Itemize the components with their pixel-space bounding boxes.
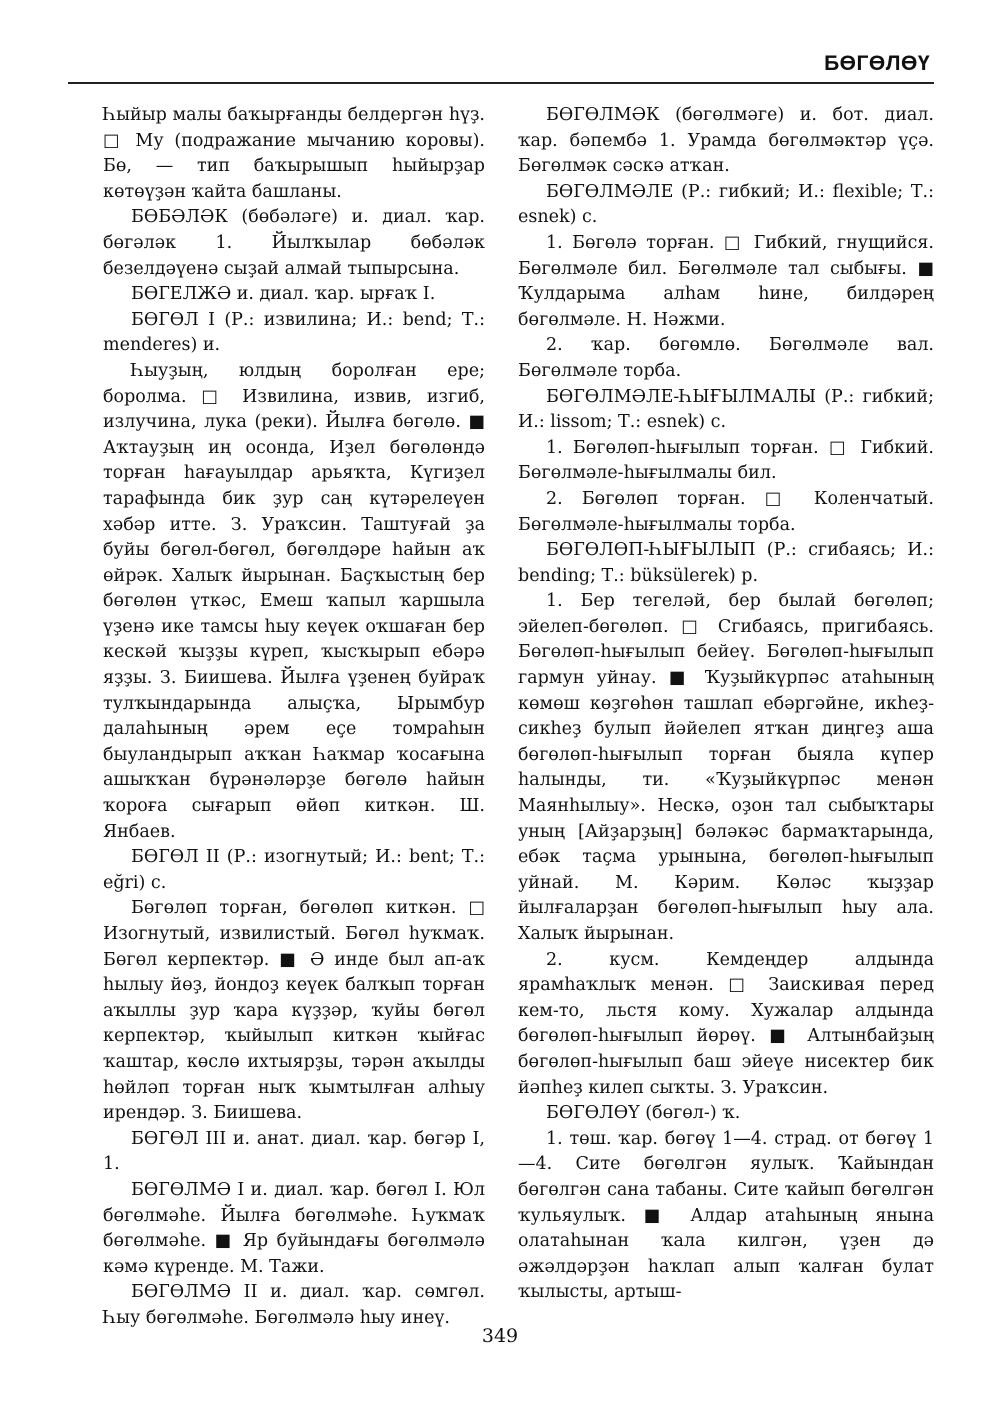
entry-paragraph: БӨГӨЛМӘК (бөгөлмәге) и. бот. диал. ҡар. бәпембә 1. Урамда бөгөлмәктәр үҫә. Бөгөлмәк сәскә атҡан. xyxy=(518,105,934,177)
entry-paragraph: БӨГӨЛӨҮ (бөгөл-) ҡ. xyxy=(546,1103,741,1124)
entry-paragraph: БӨГӨЛМӘЛЕ-ҺЫҒЫЛМАЛЫ (Р.: гибкий; И.: lissom; Т.: esnek) с. xyxy=(518,386,934,433)
entry-paragraph: БӨГӨЛ I (Р.: извилина; И.: bend; Т.: menderes) и. xyxy=(103,309,485,356)
entry-paragraph: 2. ҡар. бөгөмлө. Бөгөлмәле вал. Бөгөлмәле торба. xyxy=(518,335,934,381)
right-column xyxy=(518,103,934,1306)
entry-paragraph: БӨГӨЛӨП-ҺЫҒЫЛЫП (Р.: сгибаясь; И.: bending; Т.: büksülerek) р. xyxy=(518,540,934,586)
entry-paragraph: БӨГӨЛ III и. анат. диал. ҡар. бөгәр I, 1. xyxy=(103,1128,485,1175)
entry-paragraph: 1. Бөгөлөп-һығылып торған. □ Гибкий. Бөгөлмәле-һығылмалы бил. xyxy=(518,437,934,484)
entry-paragraph: БӨГӨЛМӘ II и. диал. ҡар. сөмгөл. Һыу бөгөлмәһе. Бөгөлмәлә һыу инеү. xyxy=(103,1282,485,1328)
entry-paragraph: 2. Бөгөлөп торған. □ Коленчатый. Бөгөлмәле-һығылмалы торба. xyxy=(518,488,934,535)
entry-paragraph: Бөгөлөп торған, бөгөлөп киткән. □ Изогнутый, извилистый. Бөгөл һуҡмаҡ. Бөгөл керпектәр. ■ Ә инде был ап-аҡ һылыу йөҙ, йондоҙ кеүек балҡып торған аҡыллы ҙур ҡара күҙҙәр, ҡуйы бөгөл керпектәр, ҡыйылып киткән ҡыйғас ҡаштар, көслө ихтыярҙы, тәрән аҡылды һөйләп торған ныҡ ҡымтылған алһыу ирендәр. З. Биишева. xyxy=(103,898,485,1124)
page-number: 349 xyxy=(481,1325,519,1347)
entry-paragraph: 2. кусм. Кемдеңдер алдында ярамһаҡлыҡ менән. □ Заискивая перед кем-то, льстя кому. Хужалар алдында бөгөлөп-һығылып йөрөү. ■ Алтынбайҙың бөгөлөп-һығылып баш эйеүе нисектер бик йәпһеҙ килеп сыҡты. З. Ураҡсин. xyxy=(518,949,934,1098)
page-header xyxy=(68,48,934,84)
entry-paragraph: 1. Бөгөлә торған. □ Гибкий, гнущийся. Бөгөлмәле бил. Бөгөлмәле тал сыбығы. ■ Ҡулдарыма алһам һине, билдәрең бөгөлмәле. Н. Нәжми. xyxy=(518,232,934,330)
running-head: БӨГӨЛӨҮ xyxy=(824,52,930,75)
entry-paragraph: БӨГЕЛЖӘ и. диал. ҡар. ырғаҡ I. xyxy=(131,284,436,305)
entry-paragraph: 1. Бер тегеләй, бер былай бөгөлөп; эйелеп-бөгөлөп. □ Сгибаясь, пригибаясь. Бөгөлөп-һығылып бейеү. Бөгөлөп-һығылып гармун уйнау. ■ Ҡуҙыйкүрпәс атаһының көмөш көҙгөһөн ташлап ебәргәйне, икһеҙ-сикһеҙ булып йәйелеп ятҡан диңгеҙ аша бөгөлөп-һығылып торған быяла күпер һалынды, ти. «Ҡуҙыйкүрпәс менән Маянһылыу». Нескә, оҙон тал сыбыҡтары уның [Айҙарҙың] бәләкәс бармаҡтарында, ебәк таҫма урынына, бөгөлөп-һығылып уйнай. М. Кәрим. Көләс ҡыҙҙар йылғаларҙан бөгөлөп-һығылып һыу ала. Халыҡ йырынан. xyxy=(518,591,934,944)
entry-paragraph: 1. төш. ҡар. бөгөү 1—4. страд. от бөгөү 1—4. Сите бөгөлгән яулыҡ. Ҡайындан бөгөлгән сана табаны. Сите ҡайып бөгөлгән ҡульяулыҡ. ■ Алдар атаһының янына олатаһынан ҡала килгән, үҙен дә әжәлдәрҙән һаҡлап алып ҡалған булат ҡылысты, артыш- xyxy=(518,1128,934,1303)
entry-paragraph: Һыйыр малы баҡырғанды белдергән һүҙ. □ Му (подражание мычанию коровы). Бө, — тип баҡырышып һыйырҙар көтөүҙән ҡайта башланы. xyxy=(103,105,485,202)
entry-paragraph: Һыуҙың, юлдың боролған ере; боролма. □ Извилина, извив, изгиб, излучина, лука (реки). Йылға бөгөлө. ■ Аҡтауҙың иң осонда, Иҙел бөгөлөндә торған һағауылдар арьяҡта, Күгиҙел тарафында бик ҙур саң күтәрелеүен хәбәр итте. З. Ураҡсин. Таштуғай ҙа буйы бөгөл-бөгөл, бөгөлдәре һайын аҡ өйрәк. Халыҡ йырынан. Баҫҡыстың бер бөгөлөн үткәс, Емеш ҡапыл ҡаршыла үҙенә ике тамсы һыу кеүек оҡшаған бер кескәй ҡыҙҙы күреп, ҡысҡырып ебәрә яҙҙы. З. Биишева. Йылға үҙенең буйраҡ тулҡындарында алыҫҡа, Ырымбур далаһының әрем еҫе томраһын быуландырып аҡҡан Һаҡмар ҡосағына ашыҡҡан бүрәнәләрҙе бөгөлө һайын ҡороға сығарып өйөп киткән. Ш. Янбаев. xyxy=(103,360,485,842)
entry-paragraph: БӨГӨЛ II (Р.: изогнутый; И.: bent; Т.: eğri) с. xyxy=(103,847,485,893)
entry-paragraph: БӨГӨЛМӘЛЕ (Р.: гибкий; И.: flexible; Т.: esnek) с. xyxy=(518,181,934,228)
entry-paragraph: БӨБӘЛӘК (бөбәләге) и. диал. ҡар. бөгәләк 1. Йылҡылар бөбәләк безелдәүенә сыҙай алмай тыпырсына. xyxy=(103,207,485,279)
left-column xyxy=(103,103,485,1332)
entry-paragraph: БӨГӨЛМӘ I и. диал. ҡар. бөгөл I. Юл бөгөлмәһе. Йылға бөгөлмәһе. Һуҡмаҡ бөгөлмәһе. ■ Яр буйындағы бөгөлмәлә кәмә күренде. М. Тажи. xyxy=(103,1179,485,1277)
